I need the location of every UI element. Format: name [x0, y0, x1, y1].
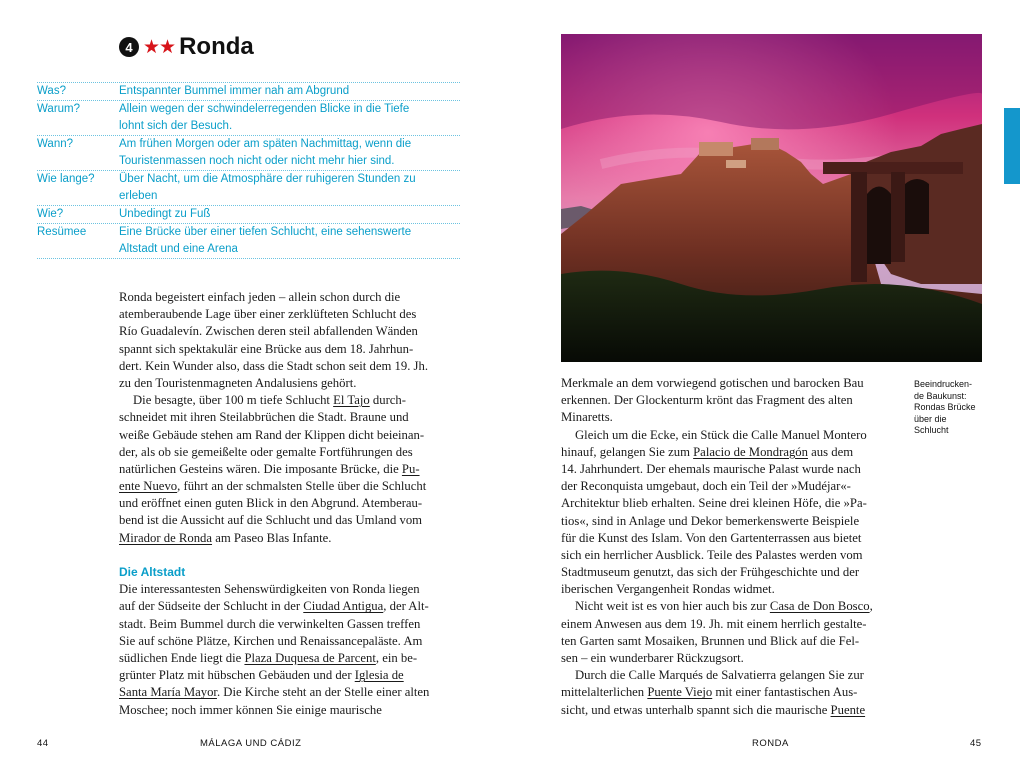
text-span: grünter Platz mit hübschen Gebäuden und der: [119, 668, 355, 683]
info-value: [119, 136, 460, 170]
sight-number-badge: 4: [119, 37, 139, 57]
info-row-wie-lange: [37, 170, 460, 205]
text-span: sicht, und etwas unterhalb spannt sich die maurische: [561, 702, 831, 717]
text-line: [561, 702, 903, 719]
info-table: [37, 82, 460, 259]
text-span: hinauf, gelangen Sie zum: [561, 444, 694, 459]
text-line: sen – ein wunderbarer Rückzugsort.: [561, 651, 744, 665]
info-value: [119, 83, 460, 100]
section-heading-altstadt: Die Altstadt: [119, 565, 186, 579]
caption-line: Rondas Brücke: [914, 402, 976, 412]
text-line: schneidet mit ihren Steilabbrüchen die Stadt. Braune und: [119, 410, 409, 425]
photo-caption: [914, 379, 994, 437]
ronda-bridge-photo: [561, 34, 982, 362]
text-line: dert. Kein Wunder also, dass die Stadt schon seit dem 19. Jh.: [119, 358, 428, 373]
left-column-text: [119, 289, 461, 719]
info-value: [119, 206, 460, 223]
chapter-thumb-tab: [1004, 108, 1020, 184]
text-span: , der Alt-: [383, 599, 429, 614]
info-label: Warum?: [37, 103, 81, 115]
text-span: am Paseo Blas Infante.: [212, 530, 332, 545]
text-line: Merkmale an dem vorwiegend gotischen und barocken Bau: [561, 376, 864, 390]
caption-line: Beeindrucken-: [914, 379, 973, 389]
text-span: Die besagte, über 100 m tiefe Schlucht: [133, 393, 334, 408]
title-row: [119, 33, 254, 61]
info-row-warum: [37, 100, 460, 135]
text-line: Ronda begeistert einfach jeden – allein schon durch die: [119, 290, 401, 304]
info-value-line: Über Nacht, um die Atmosphäre der ruhigeren Stunden zu: [119, 173, 416, 185]
text-span: natürlichen Gesteins wären. Die imposante Brücke, die: [119, 461, 402, 476]
info-label: Wann?: [37, 138, 74, 150]
text-line: [561, 598, 903, 615]
info-label: Wie?: [37, 208, 64, 220]
text-span: aus dem: [808, 444, 854, 459]
text-line: weiße Gebäude stehen am Rand der Klippen dicht beieinan-: [119, 427, 425, 442]
link-puente[interactable]: Puente: [830, 702, 866, 717]
text-span: , führt an der schmalsten Stelle über die Schlucht: [177, 479, 427, 494]
left-running-header: MÁLAGA UND CÁDIZ: [200, 738, 302, 749]
text-line: Sie auf schöne Plätze, Kirchen und Renaissancepaläste. Am: [119, 633, 423, 648]
text-line: bend ist die Aussicht auf die Schlucht und das Umland vom: [119, 513, 423, 528]
text-line: erkennen. Der Glockenturm krönt das Fragment des alten: [561, 393, 853, 408]
text-line: Minaretts.: [561, 410, 613, 425]
link-palacio-de-mondragon[interactable]: Palacio de Mondragón: [693, 444, 808, 459]
text-line: ten Garten samt Mosaiken, Brunnen und Blick auf die Fel-: [561, 633, 860, 648]
link-puente-nuevo[interactable]: Pu-: [401, 461, 420, 476]
link-casa-de-don-bosco[interactable]: Casa de Don Bosco: [769, 599, 870, 614]
text-line: Architektur blieb erhalten. Seine drei kleinen Höfe, die »Pa-: [561, 496, 867, 511]
text-line: für die Kunst des Islam. Von den Gartenterrassen aus bietet: [561, 530, 862, 545]
link-plaza-duquesa[interactable]: Plaza Duquesa de Parcent: [244, 650, 376, 665]
info-value-line: lohnt sich der Besuch.: [119, 120, 233, 132]
text-line: [119, 461, 461, 478]
info-value-line: Altstadt und eine Arena: [119, 243, 238, 255]
right-column-text: [561, 375, 903, 719]
star-rating-icon: ★★: [143, 36, 176, 58]
info-row-was: [37, 82, 460, 100]
left-page-number: 44: [37, 738, 49, 749]
text-line: und eröffnet einen guten Blick in den Abgrund. Atemberau-: [119, 496, 423, 511]
text-span: , ein be-: [375, 650, 418, 665]
link-mirador-de-ronda[interactable]: Mirador de Ronda: [119, 530, 213, 545]
info-row-resuemee: [37, 223, 460, 259]
link-puente-viejo[interactable]: Puente Viejo: [647, 685, 713, 700]
info-label: Wie lange?: [37, 173, 95, 185]
text-line: [119, 530, 461, 547]
text-line: stadt. Beim Bummel durch die verwinkelten Gassen treffen: [119, 616, 421, 631]
text-line: [119, 598, 461, 615]
link-ciudad-antigua[interactable]: Ciudad Antigua: [303, 599, 384, 614]
info-value-line: Unbedingt zu Fuß: [119, 208, 211, 220]
page-title: Ronda: [179, 33, 254, 60]
info-value: [119, 171, 460, 205]
link-iglesia-cont[interactable]: Santa María Mayor: [119, 685, 217, 700]
info-value-line: Am frühen Morgen oder am späten Nachmittag, wenn die: [119, 138, 412, 150]
text-line: [119, 392, 461, 409]
text-line: der Reconquista umgebaut, doch ein Teil der »Mudéjar«-: [561, 479, 851, 494]
caption-line: Schlucht: [914, 425, 949, 435]
text-span: durch-: [369, 393, 407, 408]
info-row-wie: [37, 205, 460, 223]
text-line: Gleich um die Ecke, ein Stück die Calle Manuel Montero: [575, 427, 867, 442]
info-value-line: Entspannter Bummel immer nah am Abgrund: [119, 85, 350, 97]
caption-line: über die: [914, 413, 947, 424]
text-line: [119, 478, 461, 495]
right-running-header: RONDA: [752, 738, 789, 749]
text-line: [561, 684, 903, 701]
text-line: tios«, sind in Anlage und Dekor bemerkenswerte Beispiele: [561, 513, 860, 528]
text-line: Durch die Calle Marqués de Salvatierra gelangen Sie zur: [575, 668, 864, 683]
text-line: Die interessantesten Sehenswürdigkeiten von Ronda liegen: [119, 582, 420, 597]
link-puente-nuevo-cont[interactable]: ente Nuevo: [119, 479, 178, 494]
text-span: Nicht weit ist es von hier auch bis zur: [575, 599, 770, 614]
info-value: [119, 224, 460, 258]
text-span: mit einer fantastischen Aus-: [712, 685, 858, 700]
text-line: sich ein herrlicher Ausblick. Teile des Palastes werden vom: [561, 547, 863, 562]
text-span: auf der Südseite der Schlucht in der: [119, 599, 304, 614]
text-line: iberischen Vergangenheit Rondas widmet.: [561, 582, 775, 597]
text-line: [561, 444, 903, 461]
text-line: [119, 667, 461, 684]
link-el-tajo[interactable]: El Tajo: [333, 393, 370, 408]
info-value-line: erleben: [119, 190, 158, 202]
text-line: Moschee; noch immer können Sie einige maurische: [119, 702, 382, 717]
info-value: [119, 101, 460, 135]
paragraph-spacer: [119, 547, 461, 564]
text-line: Río Guadalevín. Zwischen deren steil abfallenden Wänden: [119, 324, 418, 339]
info-label: Resümee: [37, 226, 87, 238]
text-line: zu den Touristenmagneten Andalusiens gehört.: [119, 375, 357, 390]
text-line: Stadtmuseum genutzt, das sich der Frühgeschichte und der: [561, 565, 860, 580]
info-row-wann: [37, 135, 460, 170]
text-line: der, als ob sie gemeißelte oder gemalte Fortführungen des: [119, 444, 413, 459]
text-span: mittelalterlichen: [561, 685, 648, 700]
text-line: [119, 650, 461, 667]
info-value-line: Allein wegen der schwindelerregenden Blicke in die Tiefe: [119, 103, 410, 115]
text-line: 14. Jahrhundert. Der ehemals maurische Palast wurde nach: [561, 461, 861, 476]
text-span: ,: [869, 599, 873, 614]
text-line: spannt sich spektakulär eine Brücke aus dem 18. Jahrhun-: [119, 341, 414, 356]
right-page-number: 45: [970, 738, 982, 749]
text-line: [119, 684, 461, 701]
caption-line: de Baukunst:: [914, 390, 967, 401]
text-line: atemberaubende Lage über einer zerklüfteten Schlucht des: [119, 307, 417, 322]
text-line: einem Anwesen aus dem 19. Jh. mit einem herrlich gestalte-: [561, 616, 867, 631]
text-span: . Die Kirche steht an der Stelle einer alten: [216, 685, 430, 700]
info-label: Was?: [37, 85, 66, 97]
link-iglesia[interactable]: Iglesia de: [354, 668, 404, 683]
info-value-line: Touristenmassen noch nicht oder nicht mehr hier sind.: [119, 155, 395, 167]
text-span: südlichen Ende liegt die: [119, 650, 245, 665]
info-value-line: Eine Brücke über einer tiefen Schlucht, eine sehenswerte: [119, 226, 412, 238]
